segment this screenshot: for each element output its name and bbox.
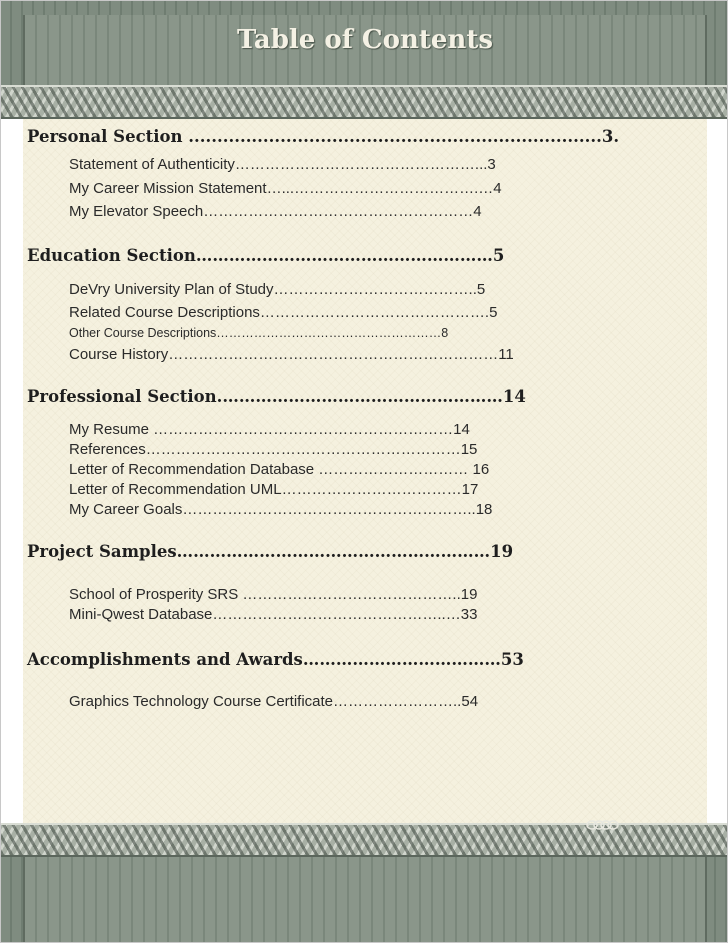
toc-item: My Resume ……………………………………………………14 xyxy=(69,421,470,438)
toc-section-education: Education Section………………………………………………5 xyxy=(27,246,505,265)
toc-item: Statement of Authenticity…………………………………………...3 xyxy=(69,156,496,173)
ornament-icon xyxy=(585,818,619,832)
header-bar xyxy=(1,1,728,85)
toc-item: DeVry University Plan of Study…………………………………..5 xyxy=(69,281,486,298)
toc-item: Mini-Qwest Database………………………………………..…33 xyxy=(69,606,478,623)
toc-item: My Elevator Speech………………………………………………4 xyxy=(69,203,482,220)
page-title: Table of Contents xyxy=(237,25,493,55)
toc-section-project-samples: Project Samples…………………………………………………19 xyxy=(27,542,514,561)
toc-item: References………………………………………………………15 xyxy=(69,441,478,458)
footer-panel xyxy=(23,857,707,943)
footer-bar xyxy=(1,857,728,943)
toc-item: Course History…………………………………………………………11 xyxy=(69,346,514,363)
top-decorative-band xyxy=(1,85,728,119)
toc-item: Letter of Recommendation Database ………………………… 16 xyxy=(69,461,490,478)
toc-section-professional: Professional Section.……………………………………………14 xyxy=(27,387,526,406)
toc-section-accomplishments: Accomplishments and Awards………………………………53 xyxy=(27,650,524,669)
toc-item: Other Course Descriptions………………………………………………8 xyxy=(69,326,449,340)
toc-item: My Career Mission Statement…...……………………………….…4 xyxy=(69,180,502,197)
toc-item: School of Prosperity SRS ……………………………………..19 xyxy=(69,586,478,603)
toc-item: Graphics Technology Course Certificate……………………..54 xyxy=(69,693,479,710)
toc-item: My Career Goals…………………………………………………..18 xyxy=(69,501,493,518)
toc-section-personal: Personal Section ........................................................................3. xyxy=(27,127,620,146)
toc-item: Letter of Recommendation UML………………………………17 xyxy=(69,481,479,498)
toc-item: Related Course Descriptions……………………………………….5 xyxy=(69,304,498,321)
